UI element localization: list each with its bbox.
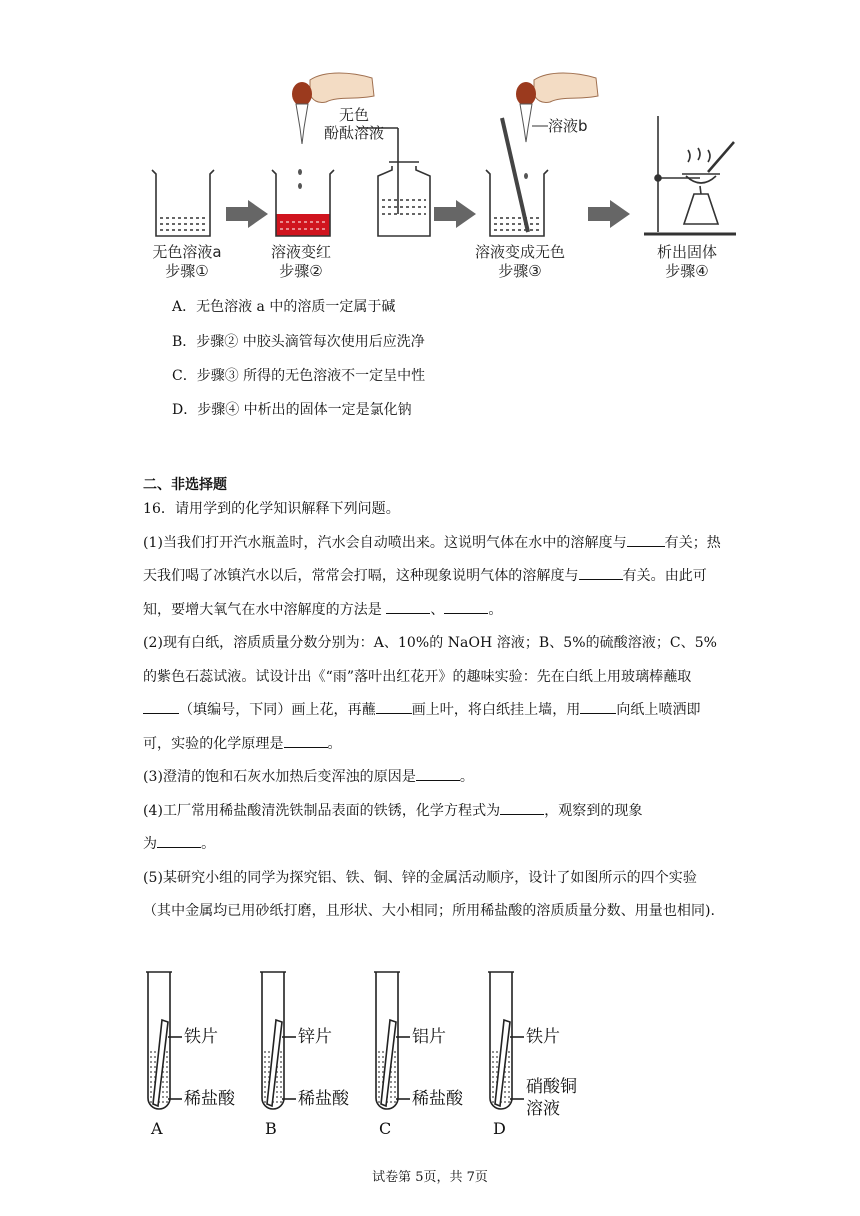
metal-label: 铁片 [526, 1027, 560, 1047]
liquid-label: 稀盐酸 [298, 1089, 349, 1109]
question-16 [143, 493, 723, 929]
option-d: D．步骤④ 中析出的固体一定是氯化钠 [172, 402, 412, 418]
step3-desc: 溶液变成无色 [474, 243, 565, 261]
beaker-step3 [486, 118, 548, 236]
q16-p1-text-b: 有关；热天我们喝了冰镇汽水以后，常常会打嗝，这种现象说明气体的溶解度与 [143, 534, 721, 584]
dropper-b-label: 溶液b [548, 117, 588, 135]
metal-label: 铁片 [184, 1027, 218, 1047]
q16-p4-text-a: (4)工厂常用稀盐酸清洗铁制品表面的铁锈，化学方程式为 [143, 802, 501, 819]
evaporation-setup [644, 116, 736, 234]
q16-p2-text-c: 画上叶，将白纸挂上墙，用 [411, 702, 581, 718]
answer-blank[interactable] [627, 532, 665, 547]
test-tube-a [146, 972, 182, 1109]
option-b: B．步骤② 中胶头滴管每次使用后应洗净 [172, 334, 425, 350]
option-a: A．无色溶液 a 中的溶质一定属于碱 [172, 299, 396, 315]
step4-caption [642, 243, 732, 281]
q16-p4-text-b: ，观察到的现象 [544, 802, 643, 819]
test-tube-c [374, 972, 410, 1109]
step2-caption [256, 243, 346, 281]
step1-label: 步骤① [165, 262, 209, 280]
liquid-label: 稀盐酸 [184, 1089, 235, 1109]
q16-p2-text-d: 向纸上喷洒即可，实验的化学原理是 [143, 702, 701, 752]
page-footer: 试卷第 5页，共 7页 [372, 1170, 488, 1185]
liquid-label-line2: 溶液 [526, 1099, 560, 1119]
arrow-1 [226, 200, 268, 228]
q16-p1-text-c: 有关。由此可知，要增大氧气在水中溶解度的方法是 [143, 568, 707, 618]
section-title: 二、非选择题 [143, 477, 227, 493]
step1-caption [128, 243, 246, 281]
step1-desc: 无色溶液a [152, 243, 222, 261]
q16-part2 [143, 627, 723, 761]
step3-caption [460, 243, 580, 281]
tube-letter: B [265, 1119, 277, 1138]
answer-blank[interactable] [580, 699, 616, 714]
q16-p4-text-c: 为 [143, 836, 158, 852]
q16-p4-text-d: 。 [201, 836, 216, 852]
beaker-step2 [272, 169, 334, 236]
experiment-drawing [130, 66, 750, 242]
reagent-label-line1: 无色 [338, 106, 369, 124]
answer-blank[interactable] [376, 699, 412, 714]
step4-label: 步骤④ [665, 262, 709, 280]
q16-p2-text-e: 。 [327, 735, 342, 752]
liquid-label: 硝酸铜 [526, 1077, 577, 1097]
arrow-3 [588, 200, 630, 228]
tube-letter: D [493, 1119, 506, 1138]
q16-p1-text-e: 。 [488, 601, 503, 618]
answer-blank[interactable] [416, 766, 460, 781]
step2-desc: 溶液变红 [270, 243, 331, 261]
arrow-2 [434, 200, 476, 228]
answer-blank[interactable] [284, 733, 328, 748]
q16-p2-text-a: (2)现有白纸，溶质质量分数分别为：A、10%的 NaOH 溶液；B、5%的硫酸溶液；C、5%的紫色石蕊试液。试设计出《“雨”落叶出红花开》的趣味实验：先在白纸上用玻璃棒蘸取 [143, 635, 718, 685]
tube-letter: C [379, 1119, 392, 1138]
test-tube-b [260, 972, 296, 1109]
q16-stem: 16．请用学到的化学知识解释下列问题。 [143, 501, 400, 517]
answer-blank[interactable] [386, 599, 430, 614]
step4-desc: 析出固体 [656, 243, 717, 261]
reagent-bottle [358, 128, 430, 236]
q16-part1 [143, 527, 723, 628]
q16-p1-text-a: (1)当我们打开汽水瓶盖时，汽水会自动喷出来。这说明气体在水中的溶解度与 [143, 534, 627, 551]
beaker-step1 [152, 170, 214, 236]
q16-p3-text-b: 。 [459, 769, 474, 785]
answer-blank[interactable] [143, 699, 179, 714]
liquid-label: 稀盐酸 [412, 1089, 463, 1109]
answer-blank[interactable] [579, 565, 623, 580]
test-tube-d [488, 972, 524, 1109]
metal-label: 铝片 [412, 1027, 446, 1047]
option-c: C．步骤③ 所得的无色溶液不一定呈中性 [172, 368, 426, 384]
reagent-label-line2: 酚酞溶液 [323, 124, 384, 142]
reagent-label [313, 106, 395, 142]
q16-p1-text-d: 、 [430, 601, 445, 618]
answer-blank[interactable] [157, 833, 201, 848]
tube-letter: A [151, 1119, 163, 1138]
metal-label: 锌片 [298, 1027, 332, 1047]
answer-blank[interactable] [500, 800, 544, 815]
answer-blank[interactable] [444, 599, 488, 614]
q16-part5: (5)某研究小组的同学为探究铝、铁、铜、锌的金属活动顺序，设计了如图所示的四个实验（其中金属均已用砂纸打磨，且形状、大小相同；所用稀盐酸的溶质质量分数、用量也相同). [143, 869, 716, 919]
step2-label: 步骤② [279, 262, 323, 280]
q16-part4 [143, 795, 723, 862]
step3-label: 步骤③ [498, 262, 542, 280]
q16-p2-text-b: （填编号，下同）画上花，再蘸 [179, 702, 376, 718]
q16-part3 [143, 761, 723, 795]
q16-p3-text-a: (3)澄清的饱和石灰水加热后变浑浊的原因是 [143, 769, 416, 785]
